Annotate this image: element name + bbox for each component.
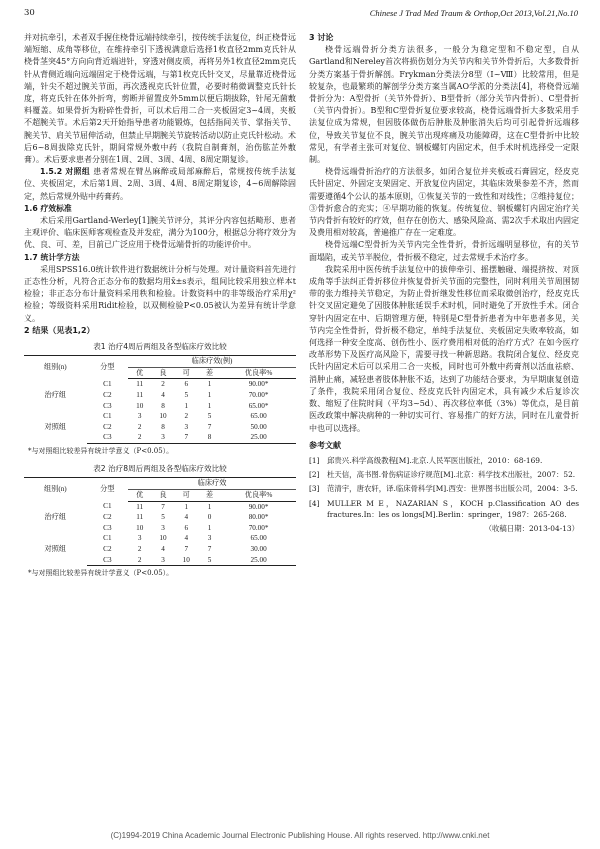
value-cell: 90.00* <box>248 380 269 389</box>
table-row <box>24 501 296 512</box>
type-cell: C1 <box>103 502 112 511</box>
running-header <box>24 8 578 22</box>
value-cell: 2 <box>161 380 165 389</box>
table1 <box>24 355 296 444</box>
table1-body <box>24 379 296 444</box>
section-title-results: 2 结果（见表1,2） <box>24 325 95 335</box>
value-cell: 11 <box>136 380 144 389</box>
table1-caption: 表1 治疗4周后两组及各型临床疗效比较 <box>93 342 227 352</box>
value-cell: 7 <box>161 502 165 511</box>
value-cell: 70.00* <box>248 523 269 532</box>
type-cell: C1 <box>103 380 112 389</box>
group-cell: 对照组 <box>44 423 67 432</box>
value-cell: 6 <box>184 523 189 532</box>
value-cell: 65.00 <box>250 534 267 543</box>
group-cell: 对照组 <box>44 545 67 554</box>
table2-col-head: 良 <box>151 490 174 502</box>
table2-head-group: 组别(n) <box>24 478 87 501</box>
section-title-1-6: 1.6 疗效标准 <box>24 203 72 213</box>
value-cell: 11 <box>136 513 144 522</box>
value-cell: 7 <box>184 545 189 553</box>
reference-item <box>309 483 579 494</box>
table-row <box>24 411 296 422</box>
group-cell: 治疗组 <box>44 512 67 521</box>
reference-number: [3] <box>309 484 320 494</box>
paragraph-discussion-2: 桡骨远端骨折治疗的方法很多，如闭合复位并夹板或石膏固定，经皮克氏针固定、外固定支架固定、开放复位内固定，其临床效果参差不齐，然而需要遵循4个公认的基本原则，①恢复关节的一致性和对线性；②维持复位；③骨折愈合的充实；④早期功能的恢复。传统复位、钢板螺钉内固定治疗关节内骨折有较好的疗效，但存在创伤大、感染风险高、需2次手术取出内固定及费用相对较高，普遍推广存在一定难度。 <box>309 167 579 238</box>
value-cell: 3 <box>137 412 142 421</box>
table1-head-type: 分型 <box>87 356 128 379</box>
table1-head-effect: 临床疗效(例) <box>128 356 296 368</box>
value-cell: 3 <box>151 432 174 443</box>
value-cell: 2 <box>128 432 151 443</box>
reference-text: 范清宇，唐农轩，译.临床骨科学[M].西安：世界图书出版公司，2004：3-5. <box>327 484 578 494</box>
value-cell: 4 <box>161 545 165 553</box>
references-title: 参考文献 <box>309 440 341 450</box>
value-cell: 65.00* <box>248 401 269 410</box>
table-row <box>24 379 296 390</box>
table2-caption: 表2 治疗8周后两组及各型临床疗效比较 <box>93 464 227 474</box>
received-date: （收稿日期：2013-04-13） <box>484 523 579 533</box>
reference-item <box>309 455 579 466</box>
value-cell: 7 <box>207 422 212 431</box>
section-control-group <box>24 166 296 203</box>
section-title-1-5-2: 1.5.2 对照组 <box>40 167 91 177</box>
table2-col-head: 差 <box>198 490 221 502</box>
paragraph-control: 患者常规在臂丛麻醉或局部麻醉后，常规按传统手法复位、夹板固定，术后第1周、2周、3周、4周、8周定期复诊，4~6周解除固定，然后常规外贴中药膏药。 <box>24 167 296 201</box>
reference-text: 杜天信，高书图.骨伤病证诊疗规范[M].北京：科学技术出版社，2007：52. <box>327 470 576 480</box>
paragraph-discussion-4: 我院采用中医传统手法复位中的拔伸牵引、摇摆触碰、端提挤按、对顶成角等手法纠正骨折移位并恢复骨折关节面的完整性，同时利用关节周围韧带的张力维持关节稳定，为防止骨折继发性移位而采取微创治疗，经皮克氏针交叉固定避免了因肢体肿胀延误手术时机，同时避免了开放性手术。闭合穿针内固定在中、后期管理方便，特别是C型骨折患者为中年患者多见，关节内完全性骨折，骨折极不稳定，单纯手法复位、夹板固定失败率较高，如何选择一种安全度高、创伤性小、医疗费用相对低的治疗方式？在如今医疗改革形势下及医疗高风险下，需要寻找一种新思路。我院闭合复位、经皮克氏针内固定术后可以采用二合一夹板，同时也可外敷中药膏剂以活血祛瘀、消肿止痛，减轻患者肢体肿胀不适，达到了功能结合要求，为早期康复创造了条件，我院采用闭合复位、经皮克氏针内固定术，具有减少术后复诊次数、缩短了住院时间（平均3~5d）、再次移位率低（3%）等优点，是目前医改政策中解决病种的一种切实可行、容易推广的好方法，同时在儿童骨折中也可以选择。 <box>309 264 579 433</box>
value-cell: 10 <box>136 401 144 410</box>
page-number: 30 <box>24 8 35 18</box>
left-column <box>24 32 296 585</box>
value-cell: 1 <box>207 523 212 532</box>
value-cell: 2 <box>137 545 142 553</box>
table1-col-head: 差 <box>198 367 221 379</box>
table1-col-head: 优 <box>128 367 151 379</box>
value-cell: 3 <box>161 523 165 532</box>
section-title-discussion: 3 讨论 <box>309 33 334 42</box>
table2-note: *与对照组比较差异有统计学意义（P<0.05）。 <box>28 569 174 578</box>
value-cell: 2 <box>184 412 189 421</box>
value-cell: 25.00 <box>221 432 296 443</box>
value-cell: 4 <box>184 513 189 522</box>
reference-text: 邱贵兴.科学高级教程[M].北京.人民军医出版社，2010：68-169. <box>327 455 543 465</box>
value-cell: 7 <box>175 432 198 443</box>
value-cell: 8 <box>198 432 221 443</box>
value-cell: 4 <box>184 534 189 543</box>
value-cell: 10 <box>175 555 198 566</box>
journal-citation: Chinese J Trad Med Traum & Orthop,Oct 2013,Vol.21,No.10 <box>369 8 578 18</box>
value-cell: 6 <box>184 380 189 389</box>
value-cell: 1 <box>207 401 212 410</box>
value-cell: 10 <box>136 523 144 532</box>
value-cell: 90.00* <box>248 502 269 511</box>
value-cell: 8 <box>161 422 165 431</box>
value-cell: 3 <box>137 534 142 543</box>
value-cell: 7 <box>207 545 212 553</box>
type-cell: C2 <box>103 513 112 522</box>
value-cell: 1 <box>207 502 212 511</box>
table2-col-head: 优 <box>128 490 151 502</box>
table1-col-head: 良 <box>151 367 174 379</box>
value-cell: 1 <box>207 380 212 389</box>
right-column <box>309 32 579 535</box>
paragraph-discussion-3: 桡骨远端C型骨折为关节内完全性骨折，骨折远端明显移位，有的关节面塌陷，或关节半脱位，骨折极不稳定，过去常规手术治疗多。 <box>309 240 579 262</box>
value-cell: 3 <box>151 555 174 566</box>
type-cell: C2 <box>103 545 112 553</box>
type-cell: C2 <box>103 422 112 431</box>
value-cell: 8 <box>161 401 165 410</box>
value-cell: 5 <box>161 513 165 522</box>
value-cell: 65.00 <box>250 412 267 421</box>
table2-head-type: 分型 <box>87 478 128 501</box>
type-cell: C1 <box>103 412 112 421</box>
table2-body <box>24 501 296 566</box>
table1-col-head: 可 <box>175 367 198 379</box>
type-cell: C3 <box>87 555 128 566</box>
value-cell: 11 <box>136 502 144 511</box>
value-cell: 5 <box>207 412 212 421</box>
reference-number: [2] <box>309 470 320 480</box>
value-cell: 25.00 <box>221 555 296 566</box>
table2-col-head: 可 <box>175 490 198 502</box>
reference-number: [1] <box>309 455 320 465</box>
table1-col-head: 优良率% <box>221 367 296 379</box>
type-cell: C3 <box>103 523 112 532</box>
value-cell: 10 <box>159 412 167 421</box>
table2 <box>24 477 296 566</box>
value-cell: 2 <box>128 555 151 566</box>
paragraph-surgery: 并对抗牵引，术者双手握住桡骨远端持续牵引，按传统手法复位，纠正桡骨远端短缩、成角等移位，在维持牵引下透视满意后选择1枚直径2mm克氏针从桡骨茎突45°方向向背近端进针，穿透对侧皮质，再将另外1枚直径2mm克氏针从背侧近端向远端固定于桡骨远端，与第1枚克氏针交叉，尽量靠近桡骨远端，针尖不超过腕关节面，再次透视克氏针位置，必要时稍微调整克氏针长度，将克氏针在体外折弯，剪断并留置皮外5mm以便后期拔除，针尾无菌敷料覆盖。如果骨折为粉碎性骨折，可以术后用二合一夹板固定3~4周，夹板不超腕关节。术后第2天开始指导患者功能锻炼，包括指间关节、掌指关节、腕关节、肩关节屈伸活动，但禁止早期腕关节旋转活动以防止克氏针松动。术后6~8周拔除克氏针，期间常规外敷中药（我院自制膏剂，治伤肱芷外敷膏）。术后要求患者分别在1周、2周、3周、4周、8周定期复诊。 <box>24 33 296 165</box>
type-cell: C2 <box>103 391 112 400</box>
value-cell: 70.00* <box>248 391 269 400</box>
reference-text: MULLER M E，NAZARIAN S，KOCH p.Classification AO des fractures.In：les os longs[M].Berlin：springer，1987：265-268. <box>327 498 579 519</box>
group-cell: 治疗组 <box>44 390 67 399</box>
value-cell: 5 <box>198 555 221 566</box>
value-cell: 5 <box>184 391 189 400</box>
value-cell: 4 <box>161 391 165 400</box>
value-cell: 0 <box>207 513 212 522</box>
value-cell: 3 <box>184 422 189 431</box>
value-cell: 10 <box>159 534 167 543</box>
value-cell: 1 <box>207 391 212 400</box>
table2-head-effect: 临床疗效 <box>128 478 296 490</box>
table1-note: *与对照组比较差异有统计学意义（P<0.05）。 <box>28 447 174 456</box>
value-cell: 80.00* <box>248 513 269 522</box>
copyright-footer: (C)1994-2019 China Academic Journal Electronic Publishing House. All rights reserved. http://www.cnki.net <box>110 831 490 840</box>
table1-head-group: 组别(n) <box>24 356 87 379</box>
reference-list <box>309 455 579 520</box>
paragraph-discussion-1: 桡骨远端骨折分类方法很多，一般分为稳定型和不稳定型，自从Gartland和Nereley首次将损伤划分为关节内和关节外骨折后，大多数骨折分类方案基于骨折解剖。Frykman分类法分8型（Ⅰ~Ⅷ）比较常用，但是较复杂，也最繁琐的解剖学分类方案当属AO学派的分类法[4]，将桡骨远端骨折分为：A型骨折（关节外骨折）、B型骨折（部分关节内骨折）、C型骨折（关节内骨折）。B型和C型骨折复位要求较高，桡骨远端骨折大多数采用手法复位成为常规，但因肢体做伤后肿胀及肿胀消失后均可引起骨折远端移位，导致关节复位不良，腕关节出现疼痛及功能障碍，这在C型骨折中比较常见，有学者主张可对复位、钢板螺钉内固定术，但手术时机选择受一定限制。 <box>309 45 579 165</box>
reference-item <box>309 469 579 480</box>
value-cell: 11 <box>136 391 144 400</box>
reference-item <box>309 498 579 520</box>
table-row <box>24 533 296 544</box>
type-cell: C3 <box>103 401 112 410</box>
type-cell: C3 <box>87 432 128 443</box>
value-cell: 30.00 <box>250 545 267 553</box>
section-title-1-7: 1.7 统计学方法 <box>24 252 80 262</box>
reference-number: [4] <box>309 498 320 508</box>
value-cell: 1 <box>184 401 189 410</box>
value-cell: 50.00 <box>250 422 267 431</box>
type-cell: C1 <box>103 534 112 543</box>
value-cell: 3 <box>207 534 212 543</box>
value-cell: 2 <box>137 422 142 431</box>
paragraph-stats: 采用SPSS16.0统计软件进行数据统计分析与处理。对计量资料首先进行正态性分析，凡符合正态分布的数据均用x̄±s表示，组间比较采用独立样本t检验；非正态分布计量资料采用秩和检验。计数资料中的非等级治疗采用χ²检验；等级资料采用Ridit检验，以双侧检验P<0.05被认为差异有统计学意义。 <box>24 264 296 323</box>
value-cell: 1 <box>184 502 189 511</box>
table2-col-head: 优良率% <box>221 490 296 502</box>
paragraph-criteria: 术后采用Gartland-Werley[1]腕关节评分，其评分内容包括畸形、患者主观评价、临床医师客观检查及并发症，满分为100分，根据总分将疗效分为优、良、可、差，目前已广泛应用于桡骨远端骨折的功能评价中。 <box>24 216 296 250</box>
